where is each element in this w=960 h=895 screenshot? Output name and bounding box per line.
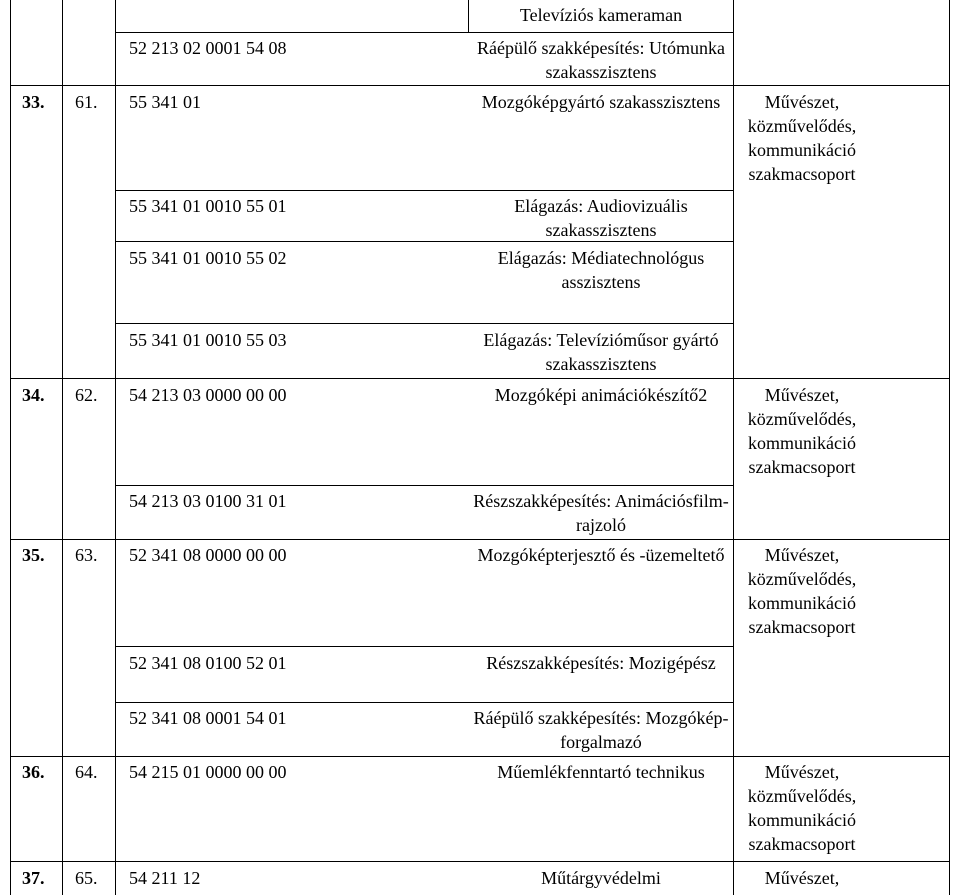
row-divider	[115, 646, 733, 647]
qualification-code: 55 341 01 0010 55 03	[129, 330, 287, 350]
qualification-code: 52 341 08 0000 00 00	[129, 545, 287, 565]
row-number: 37.	[22, 868, 45, 888]
row-number: 35.	[22, 545, 45, 565]
sector-category: Művészet, közművelődés, kommunikáció szakmacsoport	[747, 762, 857, 854]
qualification-code: 55 341 01 0010 55 02	[129, 248, 287, 268]
row-divider	[115, 190, 733, 191]
qualification-code: 55 341 01 0010 55 01	[129, 196, 287, 216]
qualification-name: Részszakképesítés: Animációsfilm-rajzoló	[473, 491, 729, 535]
qualification-name: Ráépülő szakképesítés: Utómunka szakasszisztens	[477, 38, 725, 82]
qualification-name: Mozgóképterjesztő és -üzemeltető	[477, 545, 725, 565]
row-number: 33.	[22, 92, 45, 112]
qualification-name: Mozgóképgyártó szakasszisztens	[481, 92, 721, 112]
row-divider	[115, 32, 733, 33]
sector-category: Művészet, közművelődés, kommunikáció szakmacsoport	[747, 92, 857, 184]
row-number: 34.	[22, 385, 45, 405]
row-divider	[10, 378, 950, 379]
row-divider	[10, 756, 950, 757]
qualification-code: 54 215 01 0000 00 00	[129, 762, 287, 782]
qualification-code: 55 341 01	[129, 92, 201, 112]
table-border-left	[10, 0, 11, 895]
qualification-name: Ráépülő szakképesítés: Mozgókép-forgalmazó	[473, 708, 729, 752]
qualification-name: Elágazás: Audiovizuális szakasszisztens	[514, 196, 688, 240]
qualification-code: 54 211 12	[129, 868, 201, 888]
row-divider	[115, 702, 733, 703]
row-divider	[115, 485, 733, 486]
row-divider	[115, 323, 733, 324]
serial-number: 64.	[75, 762, 98, 782]
table-divider-name	[468, 0, 469, 32]
qualification-code: 54 213 03 0000 00 00	[129, 385, 287, 405]
qualification-code: 52 341 08 0001 54 01	[129, 708, 287, 728]
sector-category: Művészet, közművelődés, kommunikáció szakmacsoport	[747, 385, 857, 477]
row-divider	[10, 85, 950, 86]
qualification-name: Mozgóképi animációkészítő2	[494, 385, 708, 405]
qualification-name: Részszakképesítés: Mozigépész	[486, 653, 716, 673]
qualification-name: Műemlékfenntartó technikus	[497, 762, 705, 782]
qualification-code: 52 341 08 0100 52 01	[129, 653, 287, 673]
table-divider-no	[62, 0, 63, 895]
row-divider	[10, 861, 950, 862]
table-border-right	[949, 0, 950, 895]
serial-number: 62.	[75, 385, 98, 405]
serial-number: 63.	[75, 545, 98, 565]
qualification-name: Elágazás: Médiatechnológus asszisztens	[497, 248, 705, 292]
sector-category: Művészet, közművelődés, kommunikáció szakmacsoport	[747, 545, 857, 637]
qualification-name: Műtárgyvédelmi	[541, 868, 661, 888]
serial-number: 61.	[75, 92, 98, 112]
qualification-code: 52 213 02 0001 54 08	[129, 38, 287, 58]
row-divider	[10, 539, 950, 540]
qualification-name: Elágazás: Televízióműsor gyártó szakasszisztens	[483, 330, 719, 374]
sector-category: Művészet,	[764, 868, 840, 888]
row-number: 36.	[22, 762, 45, 782]
qualification-code: 54 213 03 0100 31 01	[129, 491, 287, 511]
table-divider-id	[115, 0, 116, 895]
serial-number: 65.	[75, 868, 98, 888]
qualification-name: Televíziós kameraman	[519, 5, 683, 25]
